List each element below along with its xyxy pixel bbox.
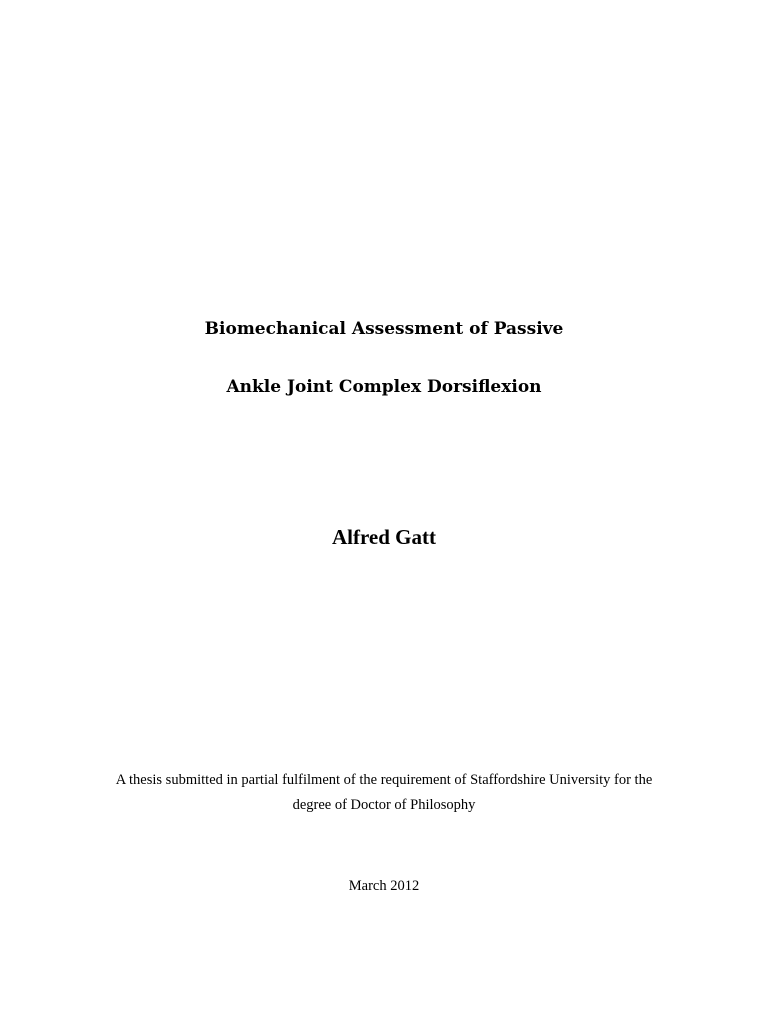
author-name: Alfred Gatt — [331, 525, 436, 549]
submission-statement-line-1: A thesis submitted in partial fulfilment of the requirement of Staffordshire University for the — [115, 772, 653, 788]
thesis-title-line-1: Biomechanical Assessment of Passive — [204, 319, 564, 339]
submission-statement-line-2: degree of Doctor of Philosophy — [292, 797, 476, 813]
thesis-title-line-2: Ankle Joint Complex Dorsiflexion — [226, 377, 542, 397]
submission-statement — [80, 768, 688, 818]
submission-date: March 2012 — [348, 878, 420, 894]
